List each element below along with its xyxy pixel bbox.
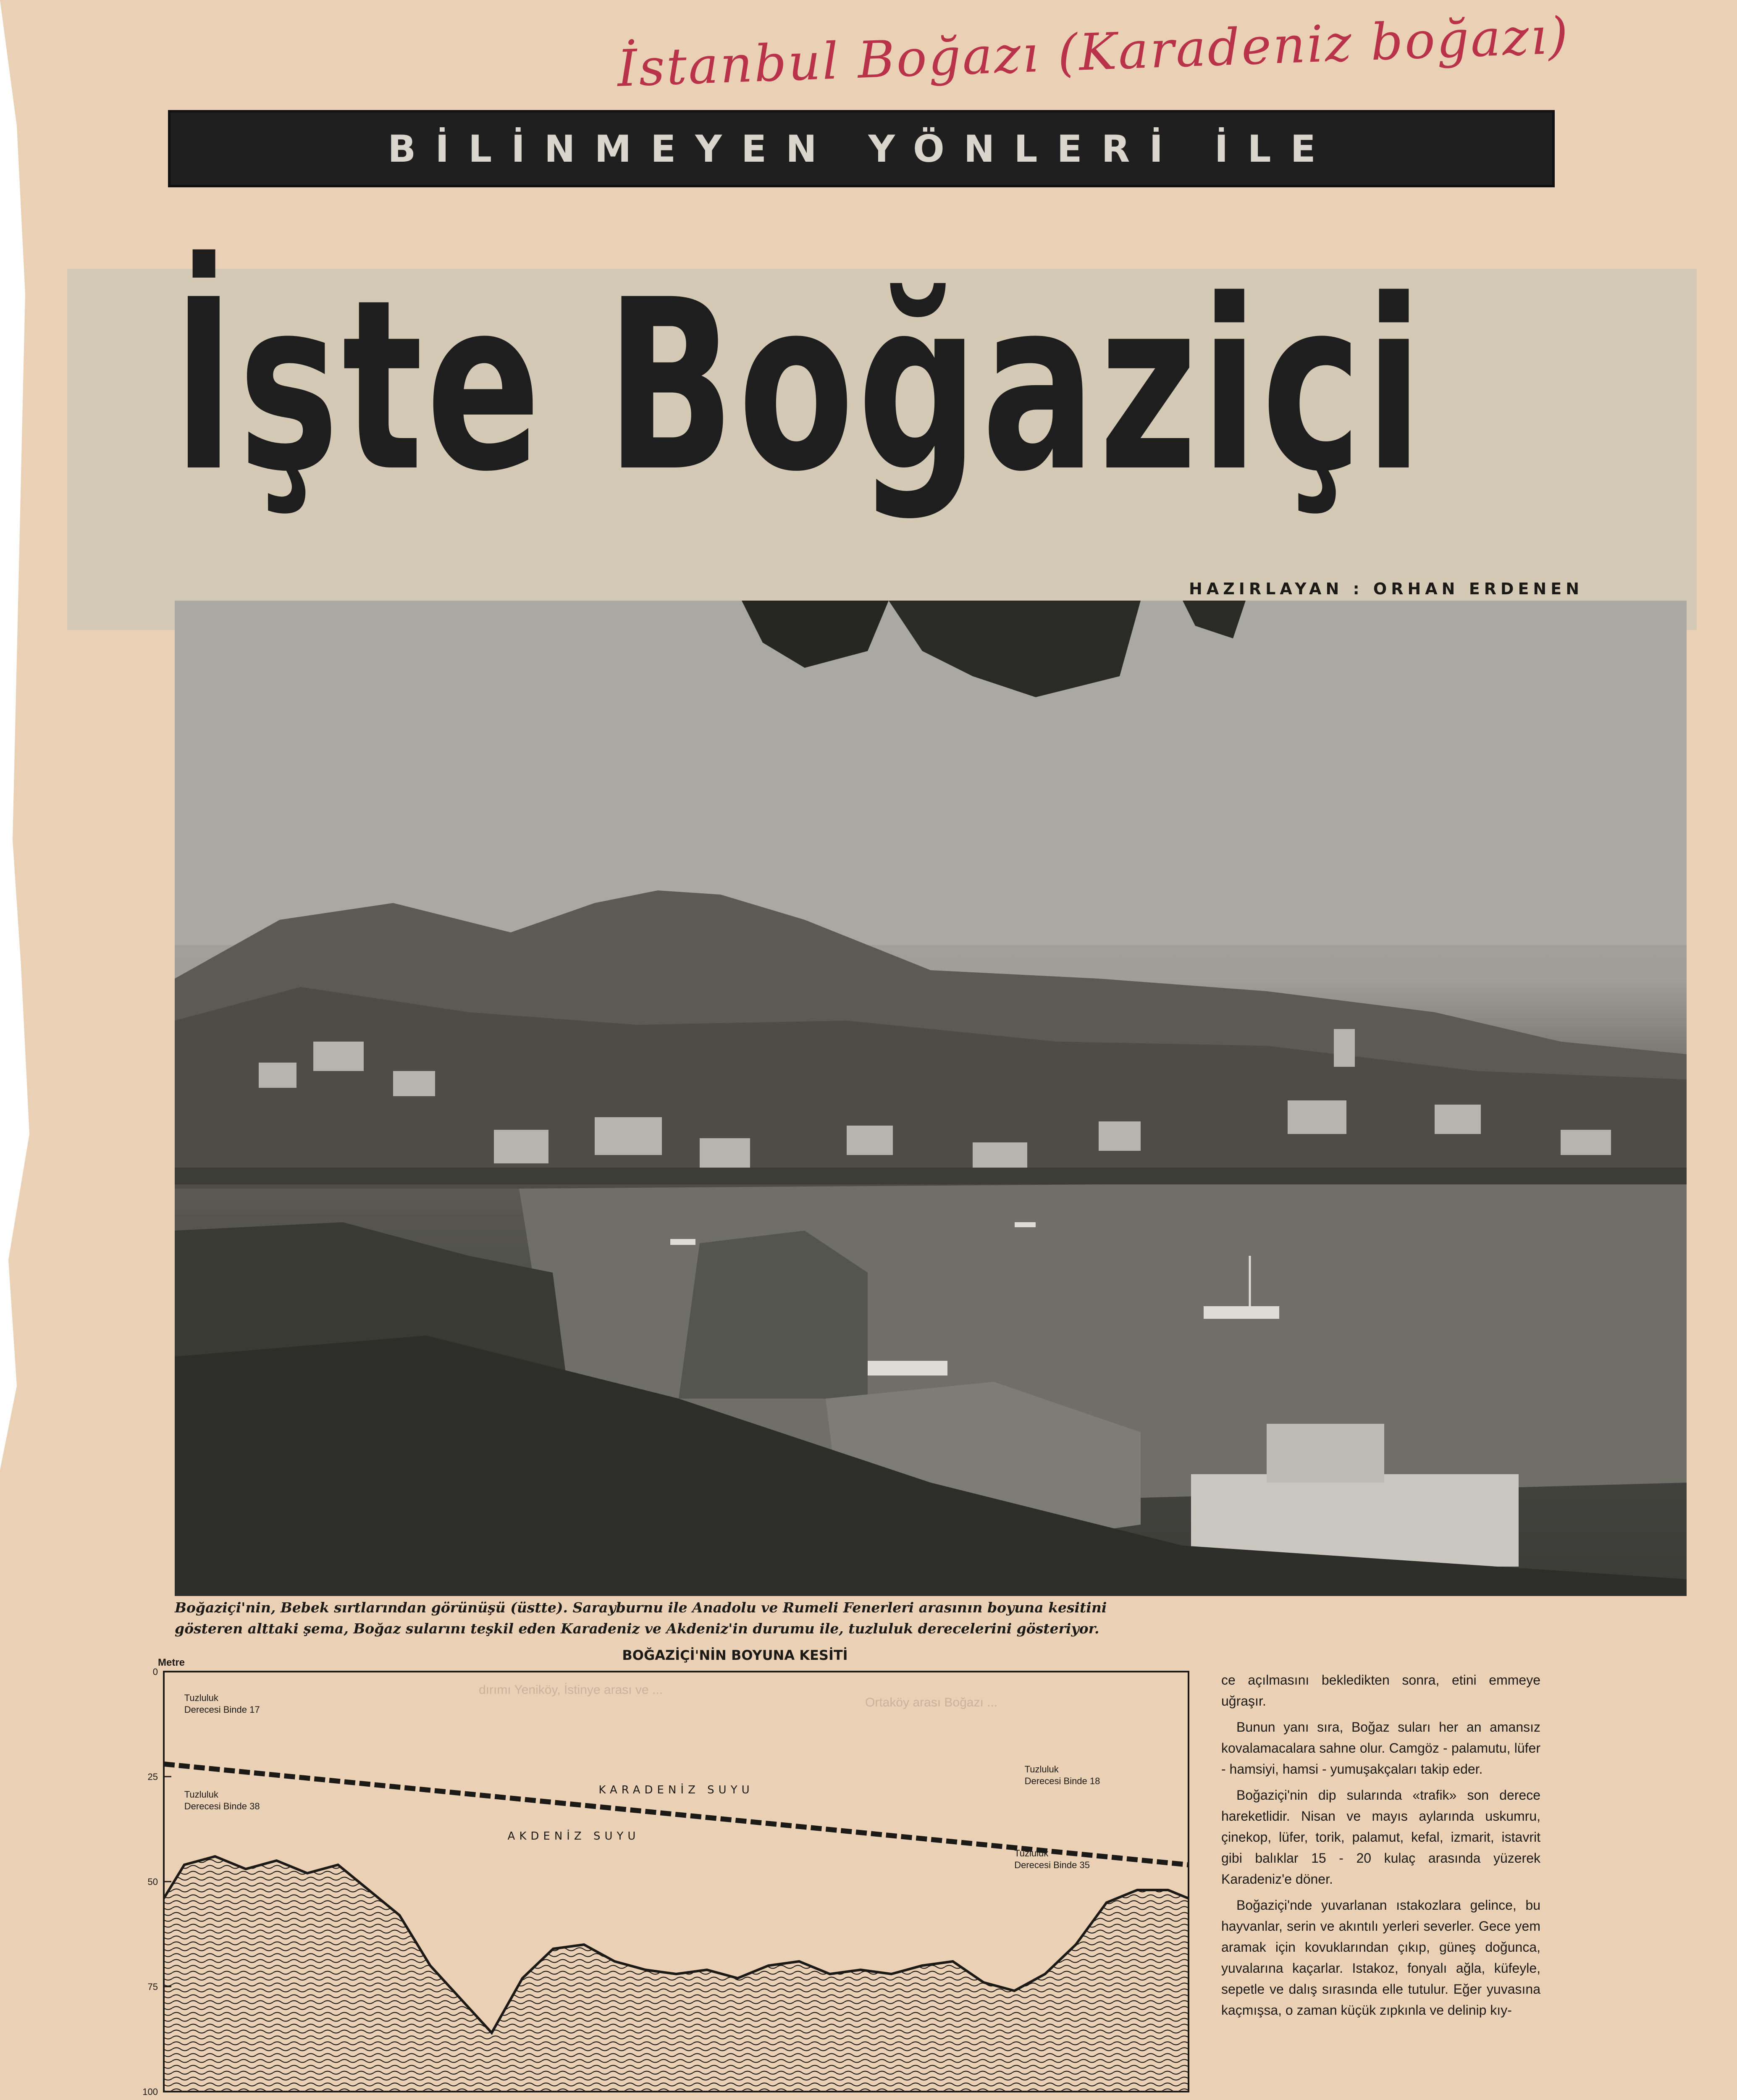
plot-area xyxy=(142,1667,1189,2100)
byline: HAZIRLAYAN : ORHAN ERDENEN xyxy=(1189,580,1583,598)
salinity-label: Derecesi Binde 17 xyxy=(184,1704,260,1715)
article-column xyxy=(1221,1670,1540,2100)
article-paragraph-1: ce açılmasını bekledikten sonra, etini emmeye uğraşır. xyxy=(1221,1672,1540,1709)
headline: İşte Boğaziçi xyxy=(172,249,1426,523)
y-tick-label: 25 xyxy=(147,1772,158,1782)
layer-label-mediterranean: AKDENİZ SUYU xyxy=(507,1830,640,1843)
series-banner-text: BİLİNMEYEN YÖNLERİ İLE xyxy=(388,127,1335,171)
article-paragraph-4: Boğaziçi'nde yuvarlanan ıstakozlara gelince, bu hayvanlar, serin ve akıntılı yerleri severler. Gece yem aramak için kovuklarından çıkıp, güneş doğunca, yuvalarına kaçarlar. Istakoz, fonyalı ağla, küfeyle, sepetle ve dalış sırasında elle tutulur. Eğer yuvasına kaçmışsa, o zaman küçük zıpkınla ve delinip kıy- xyxy=(1221,1898,1540,2018)
caption-line-1: Boğaziçi'nin, Bebek sırtlarından görünüşü (üstte). Sarayburnu ile Anadolu ve Rumeli Fenerleri arasının boyuna kesitini xyxy=(175,1599,1107,1616)
caption-line-2: gösteren alttaki şema, Boğaz sularını teşkil eden Karadeniz ve Akdeniz'in durumu ile, tuzluluk derecelerini gösteriyor. xyxy=(175,1620,1099,1637)
salinity-label: Tuzluluk xyxy=(1014,1848,1049,1858)
cross-section-chart xyxy=(139,1646,1214,2100)
article-paragraph-2: Bunun yanı sıra, Boğaz suları her an amansız kovalamacalara sahne olur. Camgöz - palamutu, lüfer - hamsiyi, hamsi - yumuşakçaları takip eder. xyxy=(1221,1719,1540,1777)
salinity-label: Tuzluluk xyxy=(1024,1764,1059,1774)
article-paragraph-3: Boğaziçi'nin dip sularında «trafik» son derece hareketlidir. Nisan ve mayıs aylarında uskumru, çinekop, lüfer, torik, palamut, kefal, izmarit, istavrit gibi balıklar 15 - 20 kulaç arasında yüzerek Karadeniz'e döner. xyxy=(1221,1788,1540,1887)
salinity-label: Tuzluluk xyxy=(184,1693,218,1703)
salinity-label: Tuzluluk xyxy=(184,1789,218,1800)
y-axis-label: Metre xyxy=(158,1657,185,1668)
photo-caption xyxy=(175,1597,1435,1643)
layer-label-black-sea: KARADENİZ SUYU xyxy=(598,1784,754,1796)
series-banner xyxy=(168,110,1555,187)
y-tick-label: 100 xyxy=(142,2087,158,2097)
y-tick-label: 0 xyxy=(152,1667,158,1677)
chart-title: BOĞAZİÇİ'NİN BOYUNA KESİTİ xyxy=(622,1647,848,1663)
salinity-label: Derecesi Binde 18 xyxy=(1024,1776,1100,1786)
salinity-label: Derecesi Binde 35 xyxy=(1014,1860,1090,1870)
photo-illustration xyxy=(175,601,1687,1596)
bleed-through-text: Ortaköy arası Boğazı ... xyxy=(865,1696,998,1709)
bleed-through-text: dırımı Yeniköy, İstinye arası ve ... xyxy=(479,1683,663,1697)
handwritten-note: İstanbul Boğazı (Karadeniz boğazı) xyxy=(616,6,1571,98)
salinity-label: Derecesi Binde 38 xyxy=(184,1801,260,1811)
continued-arrow-icon xyxy=(1550,2096,1659,2100)
y-tick-label: 75 xyxy=(147,1982,158,1992)
y-tick-label: 50 xyxy=(147,1877,158,1887)
bosphorus-photo xyxy=(175,601,1687,1596)
